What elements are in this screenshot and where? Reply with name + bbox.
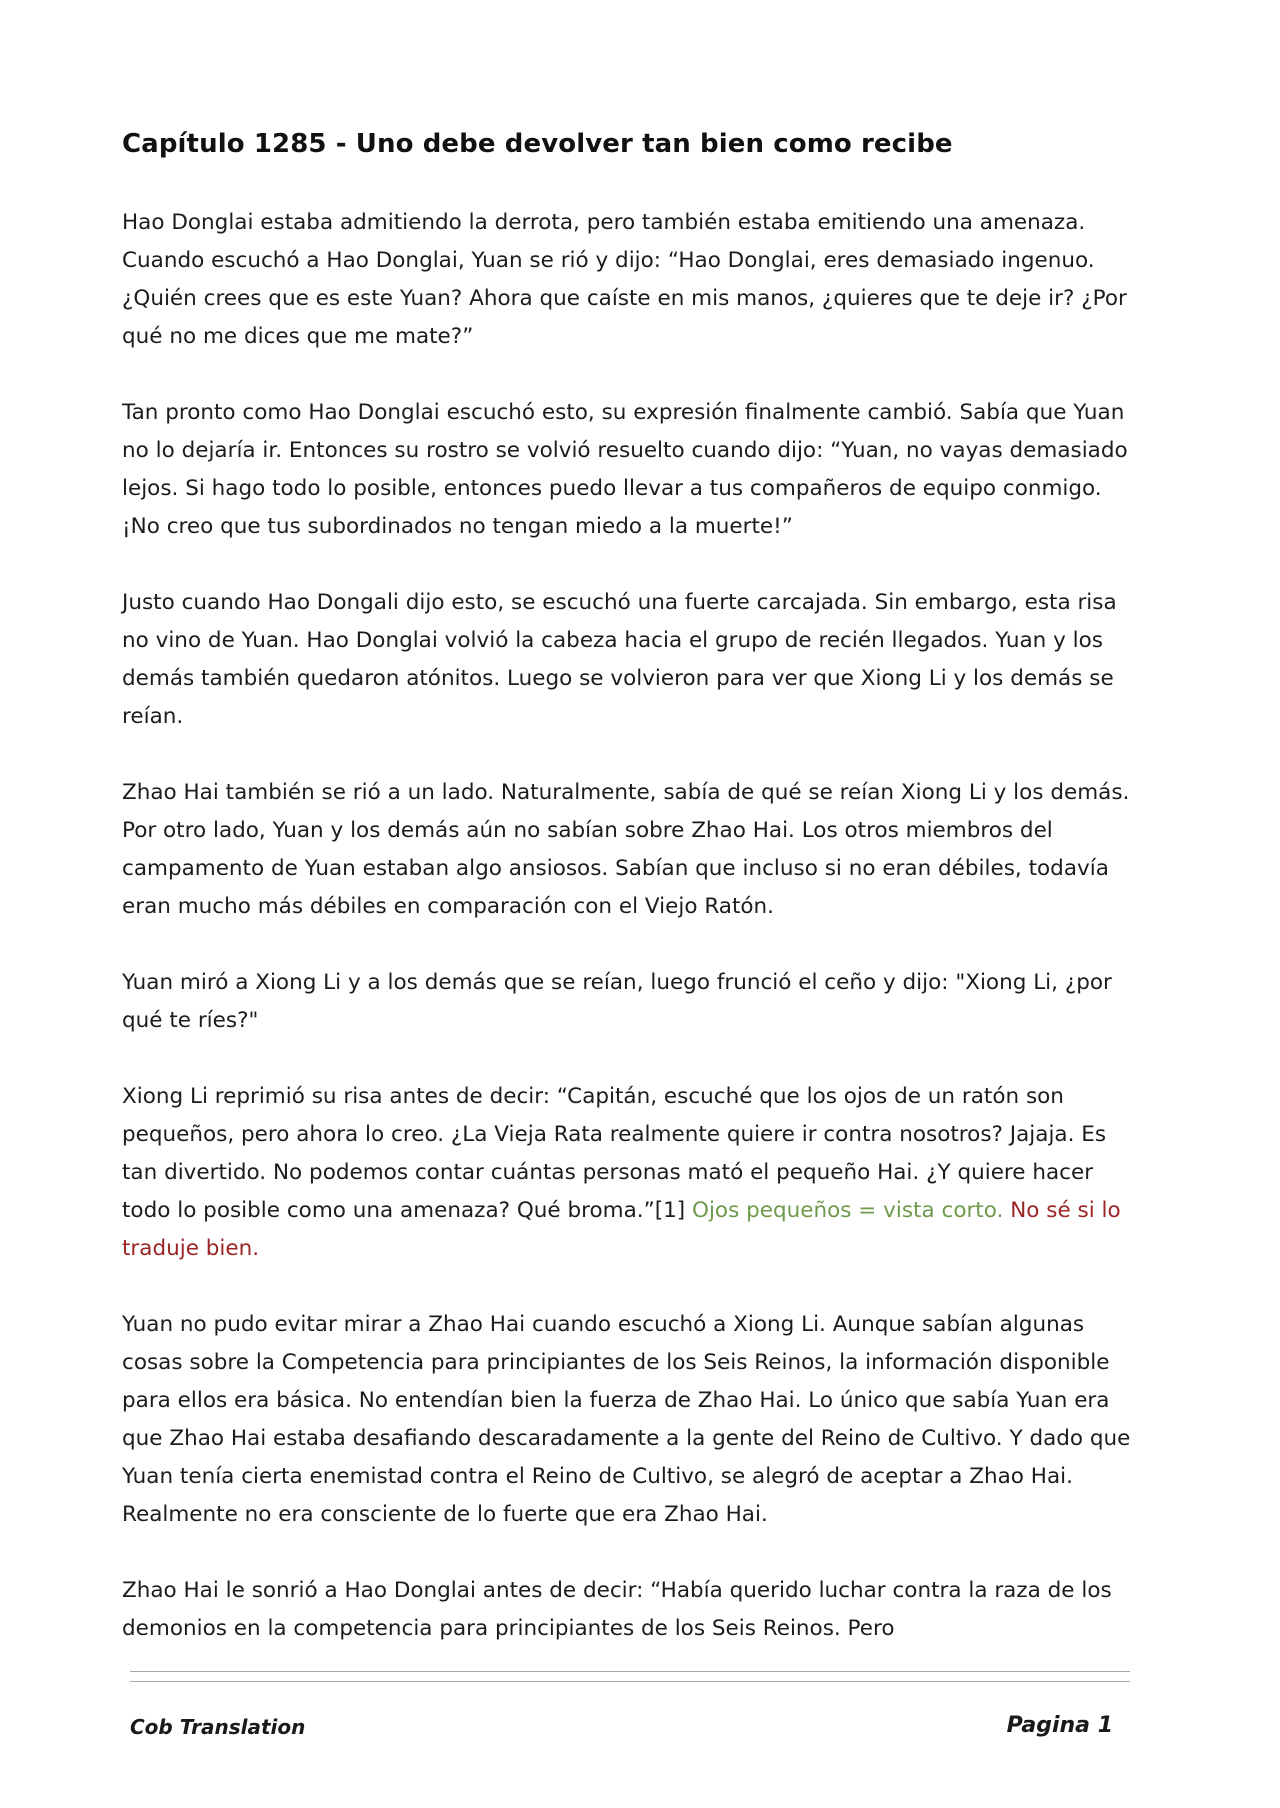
- translator-note-green: Ojos pequeños = vista corto.: [692, 1198, 1004, 1223]
- paragraph-5: Yuan miró a Xiong Li y a los demás que se reían, luego frunció el ceño y dijo: "Xiong Li, ¿por qué te ríes?": [122, 970, 1112, 1033]
- paragraph-8: Zhao Hai le sonrió a Hao Donglai antes de decir: “Había querido luchar contra la raza de los demonios en la competencia para principiantes de los Seis Reinos. Pero: [122, 1578, 1112, 1641]
- paragraph-6: [122, 1078, 1142, 1268]
- paragraph-3: Justo cuando Hao Dongali dijo esto, se escuchó una fuerte carcajada. Sin embargo, esta risa no vino de Yuan. Hao Donglai volvió la cabeza hacia el grupo de recién llegados. Yuan y los demás también quedaron atónitos. Luego se volvieron para ver que Xiong Li y los demás se reían.: [122, 590, 1117, 729]
- chapter-title: Capítulo 1285 - Uno debe devolver tan bien como recibe: [122, 129, 953, 159]
- translator-note-red: No sé si lo traduje bien.: [122, 1198, 1121, 1261]
- paragraph-2: Tan pronto como Hao Donglai escuchó esto, su expresión finalmente cambió. Sabía que Yuan no lo dejaría ir. Entonces su rostro se volvió resuelto cuando dijo: “Yuan, no vayas demasiado lejos. Si hago todo lo posible, entonces puedo llevar a tus compañeros de equipo conmigo. ¡No creo que tus subordinados no tengan miedo a la muerte!”: [122, 400, 1128, 539]
- paragraph-1: Hao Donglai estaba admitiendo la derrota, pero también estaba emitiendo una amenaza. Cuando escuchó a Hao Donglai, Yuan se rió y dijo: “Hao Donglai, eres demasiado ingenuo. ¿Quién crees que es este Yuan? Ahora que caíste en mis manos, ¿quieres que te deje ir? ¿Por qué no me dices que me mate?”: [122, 210, 1127, 349]
- paragraph-6-text: Xiong Li reprimió su risa antes de decir: “Capitán, escuché que los ojos de un ratón son pequeños, pero ahora lo creo. ¿La Vieja Rata realmente quiere ir contra nosotros? Jajaja. Es tan divertido. No podemos contar cuántas personas mató el pequeño Hai. ¿Y quiere hacer todo lo posible como una amenaza? Qué broma.”[1]: [122, 1084, 1107, 1223]
- footer-divider-top: [130, 1671, 1130, 1672]
- footer-divider-bottom: [130, 1681, 1130, 1682]
- document-body: [122, 122, 1142, 1686]
- footer-page-number: Pagina 1: [1006, 1713, 1113, 1738]
- paragraph-7: Yuan no pudo evitar mirar a Zhao Hai cuando escuchó a Xiong Li. Aunque sabían algunas cosas sobre la Competencia para principiantes de los Seis Reinos, la información disponible para ellos era básica. No entendían bien la fuerza de Zhao Hai. Lo único que sabía Yuan era que Zhao Hai estaba desafiando descaradamente a la gente del Reino de Cultivo. Y dado que Yuan tenía cierta enemistad contra el Reino de Cultivo, se alegró de aceptar a Zhao Hai. Realmente no era consciente de lo fuerte que era Zhao Hai.: [122, 1312, 1131, 1527]
- footer-translator-credit: Cob Translation: [130, 1715, 306, 1739]
- paragraph-4: Zhao Hai también se rió a un lado. Naturalmente, sabía de qué se reían Xiong Li y los demás. Por otro lado, Yuan y los demás aún no sabían sobre Zhao Hai. Los otros miembros del campamento de Yuan estaban algo ansiosos. Sabían que incluso si no eran débiles, todavía eran mucho más débiles en comparación con el Viejo Ratón.: [122, 780, 1130, 919]
